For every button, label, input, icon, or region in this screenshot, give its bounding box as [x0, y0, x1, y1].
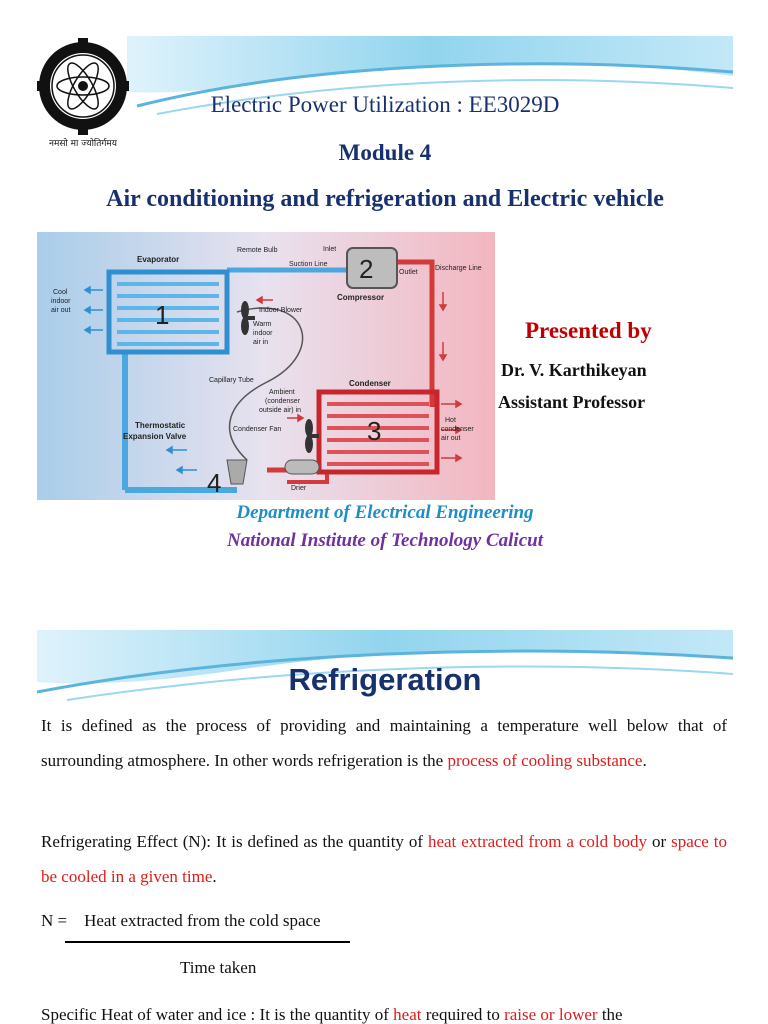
- label-remote-bulb: Remote Bulb: [237, 247, 278, 254]
- label-thermostatic-1: Thermostatic: [135, 421, 186, 430]
- slide-title: [37, 36, 733, 560]
- refrigerating-effect-paragraph: Refrigerating Effect (N): It is defined as the quantity of heat extracted from a cold body or space to be cooled in a given time.: [41, 832, 727, 886]
- definition-paragraph: It is defined as the process of providing and maintaining a temperature well below that of surrounding atmosphere. In other words refrigeration is the process of cooling substance.: [41, 716, 727, 770]
- label-cool-air-3: air out: [51, 307, 71, 314]
- label-number-1: 1: [155, 300, 170, 330]
- drier: [285, 460, 319, 474]
- formula-numerator: N = Heat extracted from the cold space: [41, 911, 321, 930]
- label-number-4: 4: [207, 468, 222, 498]
- label-compressor: Compressor: [337, 293, 385, 302]
- presented-by-heading: Presented by: [525, 318, 652, 343]
- label-capillary-tube: Capillary Tube: [209, 377, 254, 384]
- highlight-process: process of cooling substance: [447, 751, 643, 770]
- specific-heat-paragraph: Specific Heat of water and ice : It is the quantity of heat required to raise or lower the: [41, 1005, 623, 1024]
- label-cool-air-1: Cool: [53, 289, 68, 296]
- label-hot-air-1: Hot: [445, 417, 456, 424]
- label-indoor-blower: Indoor Blower: [259, 307, 303, 314]
- label-ambient-3: outside air) in: [259, 407, 302, 414]
- label-warm-air-3: air in: [253, 339, 269, 346]
- highlight-heat-extracted: heat extracted from a cold body: [427, 832, 648, 851]
- label-number-2: 2: [359, 254, 374, 284]
- department-name: Department of Electrical Engineering: [236, 502, 534, 523]
- highlight-space-cooled: space to be cooled in a given time: [41, 832, 727, 886]
- slide-refrigeration: [37, 630, 733, 1024]
- label-inlet: Inlet: [323, 246, 337, 253]
- label-drier: Drier: [291, 485, 307, 492]
- label-thermostatic-2: Expansion Valve: [123, 432, 187, 441]
- label-cool-air-2: indoor: [51, 298, 71, 305]
- label-discharge-line: Discharge Line: [435, 265, 482, 272]
- label-condenser-fan: Condenser Fan: [233, 426, 282, 433]
- presenter-name: Dr. V. Karthikeyan: [501, 360, 647, 380]
- label-hot-air-3: air out: [441, 435, 461, 442]
- label-outlet: Outlet: [399, 269, 418, 276]
- label-ambient-2: (condenser: [265, 398, 301, 405]
- highlight-heat: heat: [393, 1005, 422, 1024]
- module-title: Module 4: [338, 140, 432, 165]
- header-swoosh: [37, 36, 733, 146]
- label-number-3: 3: [367, 416, 382, 446]
- label-evaporator: Evaporator: [137, 255, 180, 264]
- institute-name: National Institute of Technology Calicut: [226, 530, 543, 551]
- formula-denominator: Time taken: [180, 958, 257, 977]
- presenter-role: Assistant Professor: [498, 392, 646, 412]
- logo-motto: नमसो मा ज्योतिर्गमय: [48, 139, 118, 149]
- slide-heading: Refrigeration: [288, 662, 482, 697]
- label-ambient-1: Ambient: [269, 389, 295, 396]
- subject-title: Air conditioning and refrigeration and Electric vehicle: [106, 186, 664, 212]
- label-warm-air-1: Warm: [253, 321, 272, 328]
- refrigeration-cycle-diagram: [37, 232, 495, 500]
- formula-fraction-bar: [65, 941, 350, 943]
- label-warm-air-2: indoor: [253, 330, 273, 337]
- label-condenser: Condenser: [349, 379, 391, 388]
- expansion-valve: [227, 460, 247, 484]
- label-suction-line: Suction Line: [289, 261, 328, 268]
- course-title: Electric Power Utilization : EE3029D: [210, 92, 560, 117]
- label-hot-air-2: condenser: [441, 426, 474, 433]
- highlight-raise-lower: raise or lower: [504, 1005, 598, 1024]
